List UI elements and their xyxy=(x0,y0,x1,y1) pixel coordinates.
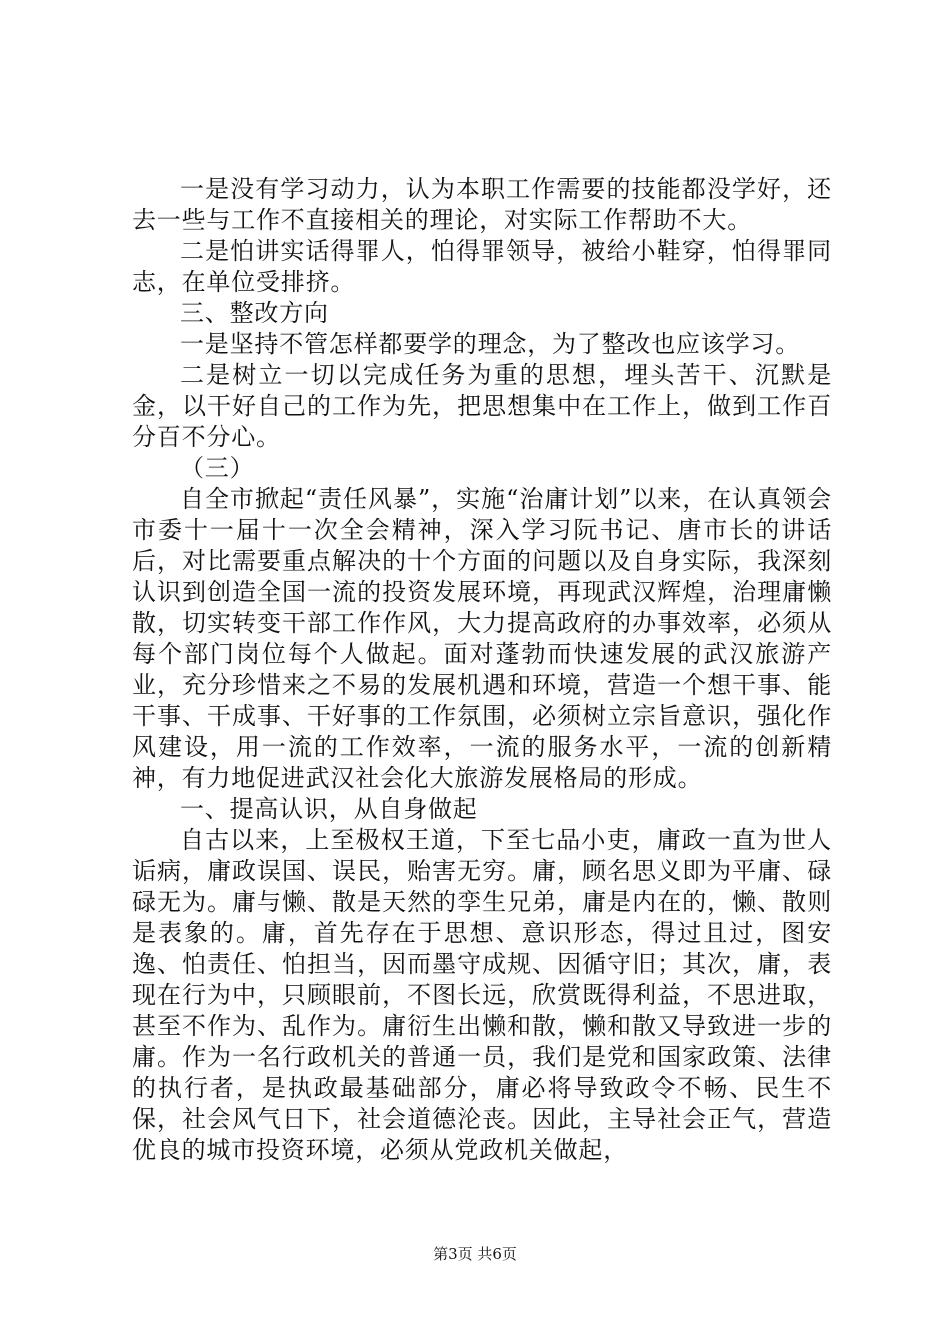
paragraph-1: 一是没有学习动力，认为本职工作需要的技能都没学好，还去一些与工作不直接相关的理论，对实际工作帮助不大。 xyxy=(132,175,832,234)
page-footer: 第3页 共6页 xyxy=(433,1245,517,1263)
paragraph-3: 一是坚持不管怎样都要学的理念，为了整改也应该学习。 xyxy=(180,330,800,358)
section-heading-rectification: 三、整改方向 xyxy=(180,299,329,327)
section-heading-awareness: 一、提高认识，从自身做起 xyxy=(180,795,478,823)
paragraph-5: 自全市掀起“责任风暴”，实施“治庸计划”以来，在认真领会市委十一届十一次全会精神，深入学习阮书记、唐市长的讲话后，对比需要重点解决的十个方面的问题以及自身实际，我深刻认识到创造全国一流的投资发展环境，再现武汉辉煌，治理庸懒散，切实转变干部工作作风，大力提高政府的办事效率，必须从每个部门岗位每个人做起。面对蓬勃而快速发展的武汉旅游产业，充分珍惜来之不易的发展机遇和环境，营造一个想干事、能干事、干成事、干好事的工作氛围，必须树立宗旨意识，强化作风建设，用一流的工作效率，一流的服务水平，一流的创新精神，有力地促进武汉社会化大旅游发展格局的形成。 xyxy=(132,485,832,792)
section-number-three: （三） xyxy=(180,454,255,482)
paragraph-2: 二是怕讲实话得罪人，怕得罪领导，被给小鞋穿，怕得罪同志，在单位受排挤。 xyxy=(132,237,832,296)
document-body xyxy=(132,174,832,1166)
paragraph-6: 自古以来，上至极权王道，下至七品小吏，庸政一直为世人诟病，庸政误国、误民，贻害无穷。庸，顾名思义即为平庸、碌碌无为。庸与懒、散是天然的孪生兄弟，庸是内在的，懒、散则是表象的。庸，首先存在于思想、意识形态，得过且过，图安逸、怕责任、怕担当，因而墨守成规、因循守旧；其次，庸，表现在行为中，只顾眼前，不图长远，欣赏既得利益，不思进取，甚至不作为、乱作为。庸衍生出懒和散，懒和散又导致进一步的庸。作为一名行政机关的普通一员，我们是党和国家政策、法律的执行者，是执政最基础部分，庸必将导致政令不畅、民生不保，社会风气日下，社会道德沦丧。因此，主导社会正气，营造优良的城市投资环境，必须从党政机关做起， xyxy=(132,826,832,1164)
paragraph-4: 二是树立一切以完成任务为重的思想，埋头苦干、沉默是金，以干好自己的工作为先，把思想集中在工作上，做到工作百分百不分心。 xyxy=(132,361,832,451)
